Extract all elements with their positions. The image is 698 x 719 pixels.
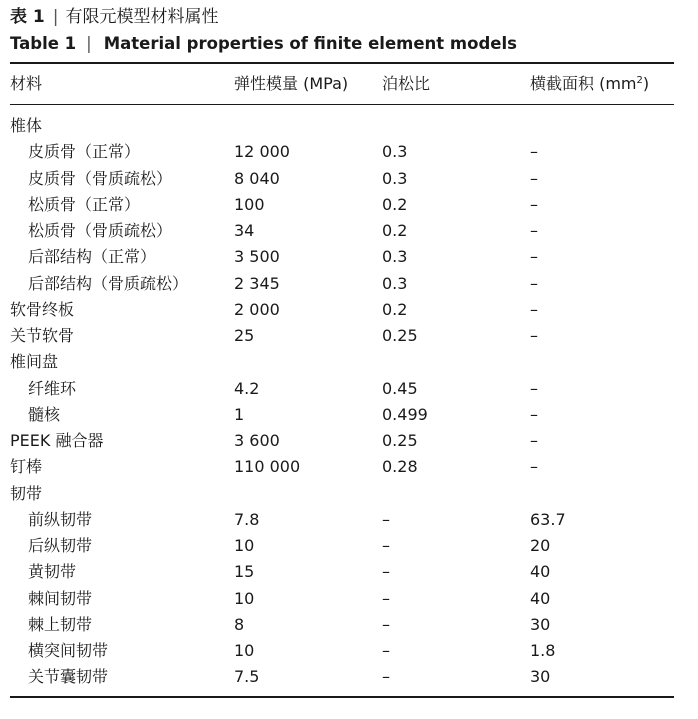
caption-cn-label: 表 1: [10, 7, 45, 27]
cell-material: 后纵韧带: [28, 536, 93, 556]
cell-modulus: 7.5: [234, 667, 260, 687]
caption-english: [10, 33, 517, 55]
cell-area: 30: [530, 614, 551, 634]
cell-poisson: –: [382, 588, 390, 608]
cell-modulus: 10: [234, 588, 255, 608]
cell-poisson: 0.3: [382, 273, 408, 293]
caption-en-separator: |: [86, 34, 92, 53]
table-header-rule: [10, 104, 674, 105]
caption-en-label: Table 1: [10, 34, 77, 53]
cell-modulus: 15: [234, 562, 255, 582]
header-modulus: 弹性模量 (MPa): [234, 74, 349, 93]
cell-poisson: [382, 349, 530, 375]
cell-area: –: [530, 221, 538, 241]
cell-area: –: [530, 168, 538, 188]
cell-material: 棘上韧带: [28, 614, 93, 634]
header-area-superscript: 2: [636, 75, 643, 86]
cell-material: 髓核: [28, 404, 61, 424]
table-row: [10, 271, 674, 297]
table-row: [10, 612, 674, 638]
cell-material: PEEK 融合器: [10, 431, 104, 451]
table-row: [10, 323, 674, 349]
cell-area: 40: [530, 562, 551, 582]
cell-material: 后部结构（正常）: [28, 247, 157, 267]
cell-modulus: 12 000: [234, 142, 290, 162]
cell-poisson: 0.45: [382, 378, 418, 398]
cell-poisson: 0.3: [382, 168, 408, 188]
cell-modulus: 100: [234, 194, 265, 214]
cell-poisson: 0.499: [382, 404, 428, 424]
cell-material: 钉棒: [10, 457, 43, 477]
cell-material: 关节囊韧带: [28, 667, 109, 687]
table-row: [10, 454, 674, 480]
cell-modulus: 2 000: [234, 299, 280, 319]
cell-poisson: 0.3: [382, 142, 408, 162]
cell-poisson: 0.28: [382, 457, 418, 477]
table-row: [10, 638, 674, 664]
cell-poisson: –: [382, 536, 390, 556]
cell-modulus: [234, 349, 382, 375]
cell-poisson: [382, 113, 530, 139]
table-row: [10, 218, 674, 244]
table-row: [10, 192, 674, 218]
cell-modulus: 10: [234, 641, 255, 661]
cell-modulus: 10: [234, 536, 255, 556]
cell-poisson: –: [382, 614, 390, 634]
table-top-rule: [10, 62, 674, 64]
caption-cn-separator: |: [52, 7, 59, 27]
cell-area: –: [530, 326, 538, 346]
cell-material: 软骨终板: [10, 299, 75, 319]
cell-material: 皮质骨（骨质疏松）: [28, 168, 173, 188]
cell-poisson: –: [382, 641, 390, 661]
cell-modulus: 3 500: [234, 247, 280, 267]
cell-modulus: 110 000: [234, 457, 301, 477]
cell-modulus: [234, 481, 382, 507]
cell-material: 韧带: [10, 483, 43, 503]
cell-poisson: [382, 481, 530, 507]
cell-modulus: 8 040: [234, 168, 280, 188]
table-row: [10, 139, 674, 165]
cell-material: 关节软骨: [10, 326, 75, 346]
table-body: [10, 113, 674, 691]
caption-en-title: Material properties of finite element models: [103, 34, 517, 53]
cell-poisson: 0.3: [382, 247, 408, 267]
cell-area: –: [530, 247, 538, 267]
table-row: [10, 507, 674, 533]
cell-area: –: [530, 299, 538, 319]
cell-modulus: 1: [234, 404, 245, 424]
table-row: [10, 349, 674, 375]
cell-area: –: [530, 273, 538, 293]
cell-area: –: [530, 457, 538, 477]
cell-material: 皮质骨（正常）: [28, 142, 141, 162]
material-properties-table: [10, 113, 674, 691]
cell-area: 30: [530, 667, 551, 687]
cell-poisson: –: [382, 509, 390, 529]
cell-modulus: [234, 113, 382, 139]
cell-area: 40: [530, 588, 551, 608]
cell-modulus: 2 345: [234, 273, 280, 293]
header-area: [530, 72, 649, 96]
cell-material: 松质骨（骨质疏松）: [28, 221, 173, 241]
cell-poisson: 0.25: [382, 431, 418, 451]
table-row: [10, 376, 674, 402]
table-row: [10, 244, 674, 270]
cell-poisson: 0.25: [382, 326, 418, 346]
cell-area: [530, 349, 674, 375]
cell-poisson: –: [382, 667, 390, 687]
table-row: [10, 297, 674, 323]
table-row: [10, 166, 674, 192]
cell-material: 横突间韧带: [28, 641, 109, 661]
cell-material: 后部结构（骨质疏松）: [28, 273, 189, 293]
cell-area: 63.7: [530, 509, 566, 529]
cell-material: 松质骨（正常）: [28, 194, 141, 214]
cell-modulus: 8: [234, 614, 245, 634]
header-poisson: 泊松比: [382, 74, 431, 93]
cell-area: –: [530, 378, 538, 398]
cell-material: 椎体: [10, 116, 43, 136]
cell-modulus: 7.8: [234, 509, 260, 529]
cell-material: 纤维环: [28, 378, 77, 398]
table-row: [10, 586, 674, 612]
cell-material: 椎间盘: [10, 352, 59, 372]
cell-material: 黄韧带: [28, 562, 77, 582]
cell-poisson: –: [382, 562, 390, 582]
table-row: [10, 113, 674, 139]
table-bottom-rule: [10, 696, 674, 698]
cell-area: –: [530, 194, 538, 214]
cell-area: 1.8: [530, 641, 556, 661]
cell-material: 棘间韧带: [28, 588, 93, 608]
caption-chinese: [10, 6, 218, 28]
table-row: [10, 428, 674, 454]
cell-modulus: 3 600: [234, 431, 280, 451]
cell-poisson: 0.2: [382, 299, 408, 319]
header-area-close: ): [642, 74, 650, 93]
table-row: [10, 402, 674, 428]
cell-area: –: [530, 142, 538, 162]
cell-poisson: 0.2: [382, 194, 408, 214]
cell-area: [530, 481, 674, 507]
cell-modulus: 4.2: [234, 378, 260, 398]
header-area-text: 横截面积 (mm: [530, 74, 637, 93]
cell-modulus: 34: [234, 221, 255, 241]
cell-area: –: [530, 404, 538, 424]
cell-poisson: 0.2: [382, 221, 408, 241]
table-row: [10, 664, 674, 690]
table-row: [10, 481, 674, 507]
cell-material: 前纵韧带: [28, 509, 93, 529]
table-row: [10, 559, 674, 585]
header-material: 材料: [10, 74, 43, 93]
cell-area: 20: [530, 536, 551, 556]
cell-area: –: [530, 431, 538, 451]
cell-area: [530, 113, 674, 139]
caption-cn-title: 有限元模型材料属性: [65, 7, 219, 27]
cell-modulus: 25: [234, 326, 255, 346]
table-row: [10, 533, 674, 559]
